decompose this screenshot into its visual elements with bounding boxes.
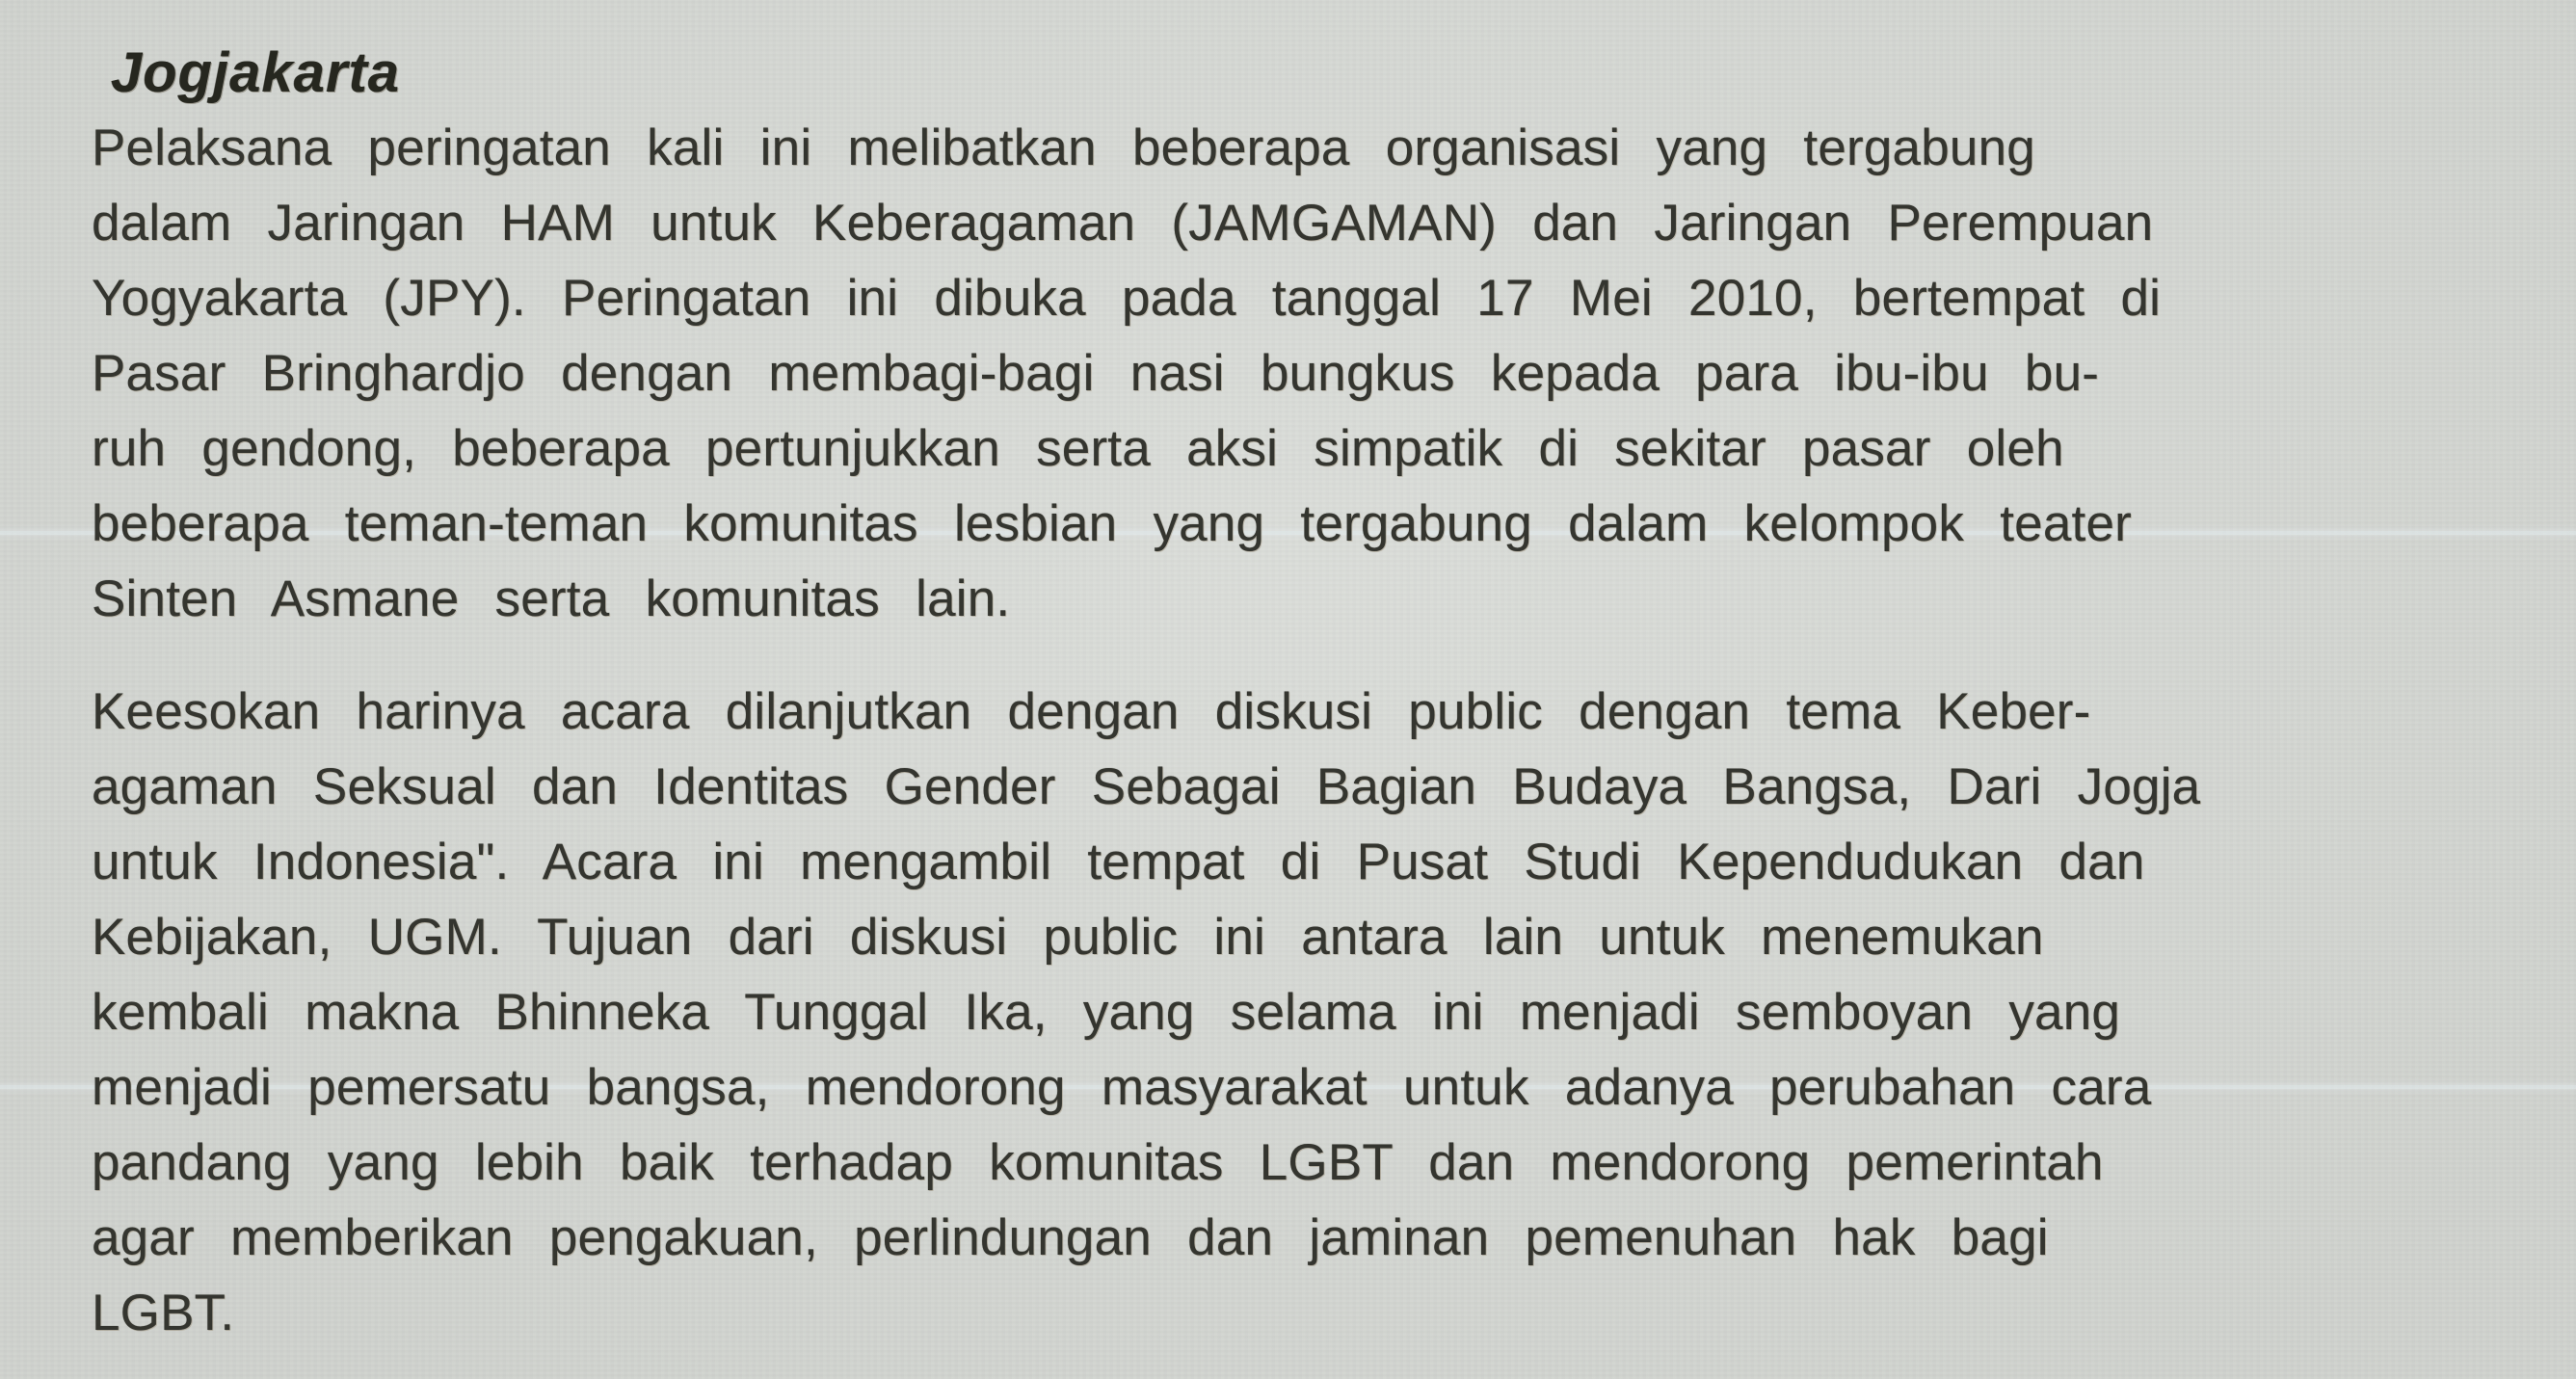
text-line: untuk Indonesia". Acara ini mengambil tempat di Pusat Studi Kependudukan dan <box>92 834 2145 890</box>
text-line: Pasar Bringhardjo dengan membagi-bagi nasi bungkus kepada para ibu-ibu bu- <box>92 345 2100 402</box>
text-line: Kebijakan, UGM. Tujuan dari diskusi public ini antara lain untuk menemukan <box>92 909 2044 966</box>
paragraph-2 <box>92 675 2462 1351</box>
paragraph-1 <box>92 111 2462 637</box>
text-line: Keesokan harinya acara dilanjutkan dengan diskusi public dengan tema Keber- <box>92 683 2091 740</box>
text-line: menjadi pemersatu bangsa, mendorong masyarakat untuk adanya perubahan cara <box>92 1059 2152 1116</box>
text-line: Pelaksana peringatan kali ini melibatkan beberapa organisasi yang tergabung <box>92 119 2035 176</box>
text-line: dalam Jaringan HAM untuk Keberagaman (JAMGAMAN) dan Jaringan Perempuan <box>92 195 2154 252</box>
text-line: beberapa teman-teman komunitas lesbian yang tergabung dalam kelompok teater <box>92 495 2132 552</box>
text-line: ruh gendong, beberapa pertunjukkan serta aksi simpatik di sekitar pasar oleh <box>92 420 2064 477</box>
text-line: Yogyakarta (JPY). Peringatan ini dibuka pada tanggal 17 Mei 2010, bertempat di <box>92 270 2162 327</box>
text-line: agaman Seksual dan Identitas Gender Sebagai Bagian Budaya Bangsa, Dari Jogja <box>92 758 2201 815</box>
document-title: Jogjakarta <box>111 41 401 104</box>
text-line: LGBT. <box>92 1285 235 1341</box>
text-line: pandang yang lebih baik terhadap komunitas LGBT dan mendorong pemerintah <box>92 1134 2104 1191</box>
text-line: Sinten Asmane serta komunitas lain. <box>92 570 1011 627</box>
text-line: kembali makna Bhinneka Tunggal Ika, yang selama ini menjadi semboyan yang <box>92 984 2121 1041</box>
text-line: agar memberikan pengakuan, perlindungan dan jaminan pemenuhan hak bagi <box>92 1209 2049 1266</box>
